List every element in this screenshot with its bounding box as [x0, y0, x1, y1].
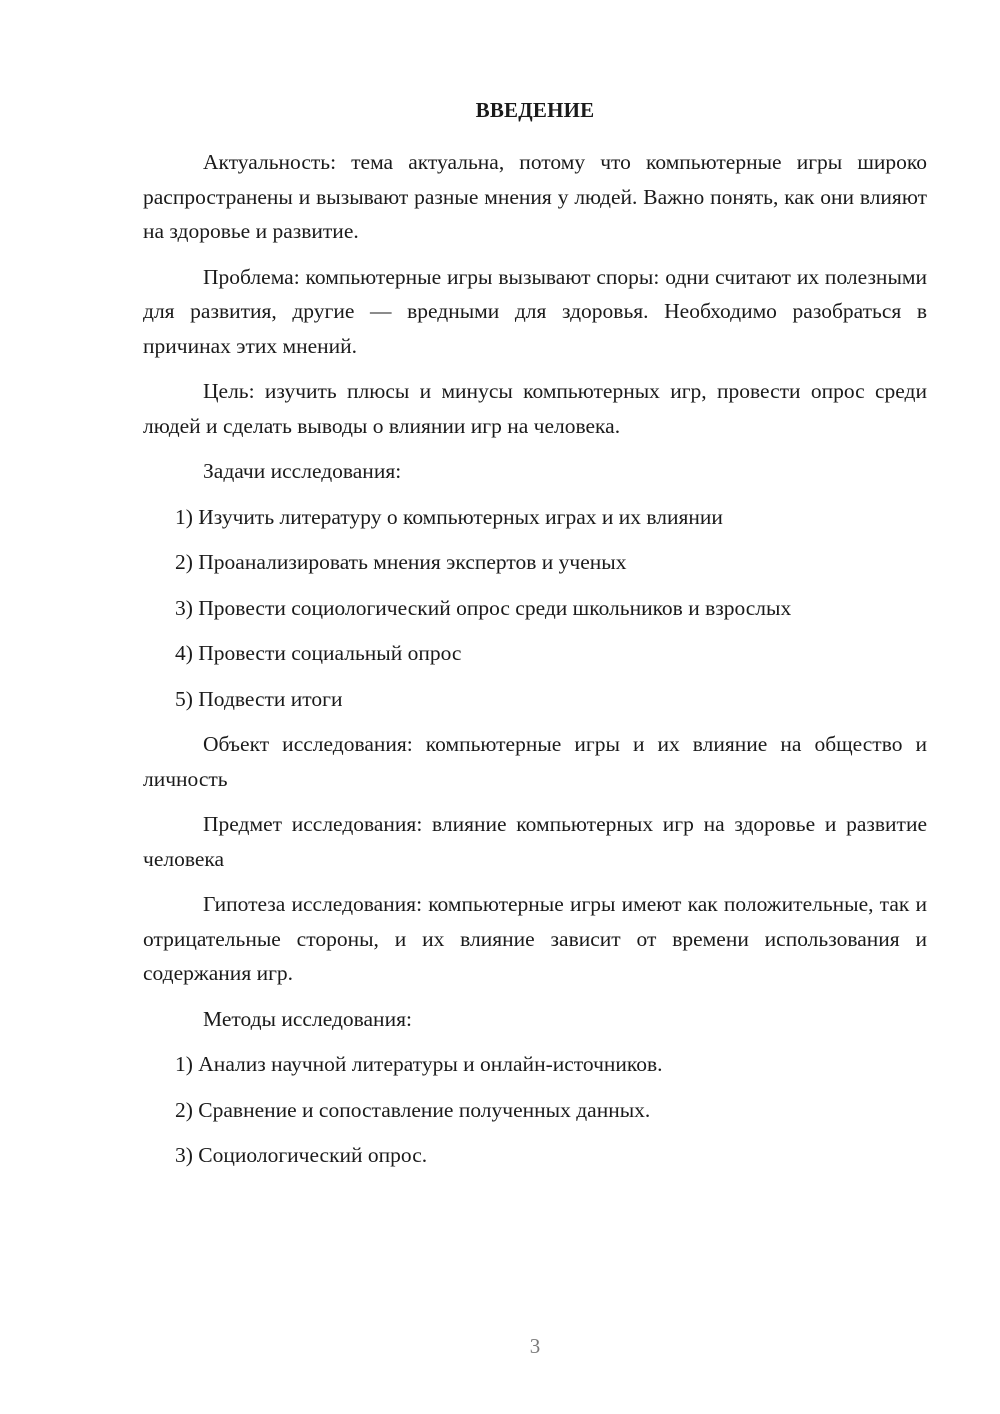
task-item-1: 1) Изучить литературу о компьютерных играх и их влиянии — [175, 504, 723, 529]
page-title: ВВЕДЕНИЕ — [475, 98, 595, 122]
method-item-1: 1) Анализ научной литературы и онлайн-источников. — [175, 1052, 663, 1076]
method-item-2: 2) Сравнение и сопоставление полученных данных. — [175, 1097, 651, 1122]
page-number: 3 — [529, 1334, 541, 1358]
relevance-paragraph: Актуальность: тема актуальна, потому что компьютерные игры широко распространены и вызывают разные мнения у людей. Важно понять, как они влияют на здоровье и развитие. — [143, 150, 927, 243]
tasks-heading: Задачи исследования: — [203, 459, 402, 483]
task-item-2: 2) Проанализировать мнения экспертов и ученых — [175, 550, 627, 574]
task-item-5: 5) Подвести итоги — [175, 686, 343, 711]
document-page — [143, 0, 927, 1414]
document-body — [143, 145, 927, 1184]
object-paragraph: Объект исследования: компьютерные игры и их влияние на общество и личность — [143, 732, 927, 791]
method-item-3: 3) Социологический опрос. — [175, 1143, 428, 1167]
task-item-4: 4) Провести социальный опрос — [175, 641, 462, 665]
problem-paragraph: Проблема: компьютерные игры вызывают споры: одни считают их полезными для развития, другие — вредными для здоровья. Необходимо разобраться в причинах этих мнений. — [143, 264, 927, 358]
task-item-3: 3) Провести социологический опрос среди школьников и взрослых — [175, 595, 792, 620]
subject-paragraph: Предмет исследования: влияние компьютерных игр на здоровье и развитие человека — [143, 812, 927, 871]
hypothesis-paragraph: Гипотеза исследования: компьютерные игры имеют как положительные, так и отрицательные стороны, и их влияние зависит от времени использования и содержания игр. — [143, 892, 927, 985]
methods-heading: Методы исследования: — [203, 1006, 412, 1031]
goal-paragraph: Цель: изучить плюсы и минусы компьютерных игр, провести опрос среди людей и сделать выводы о влиянии игр на человека. — [143, 379, 927, 438]
